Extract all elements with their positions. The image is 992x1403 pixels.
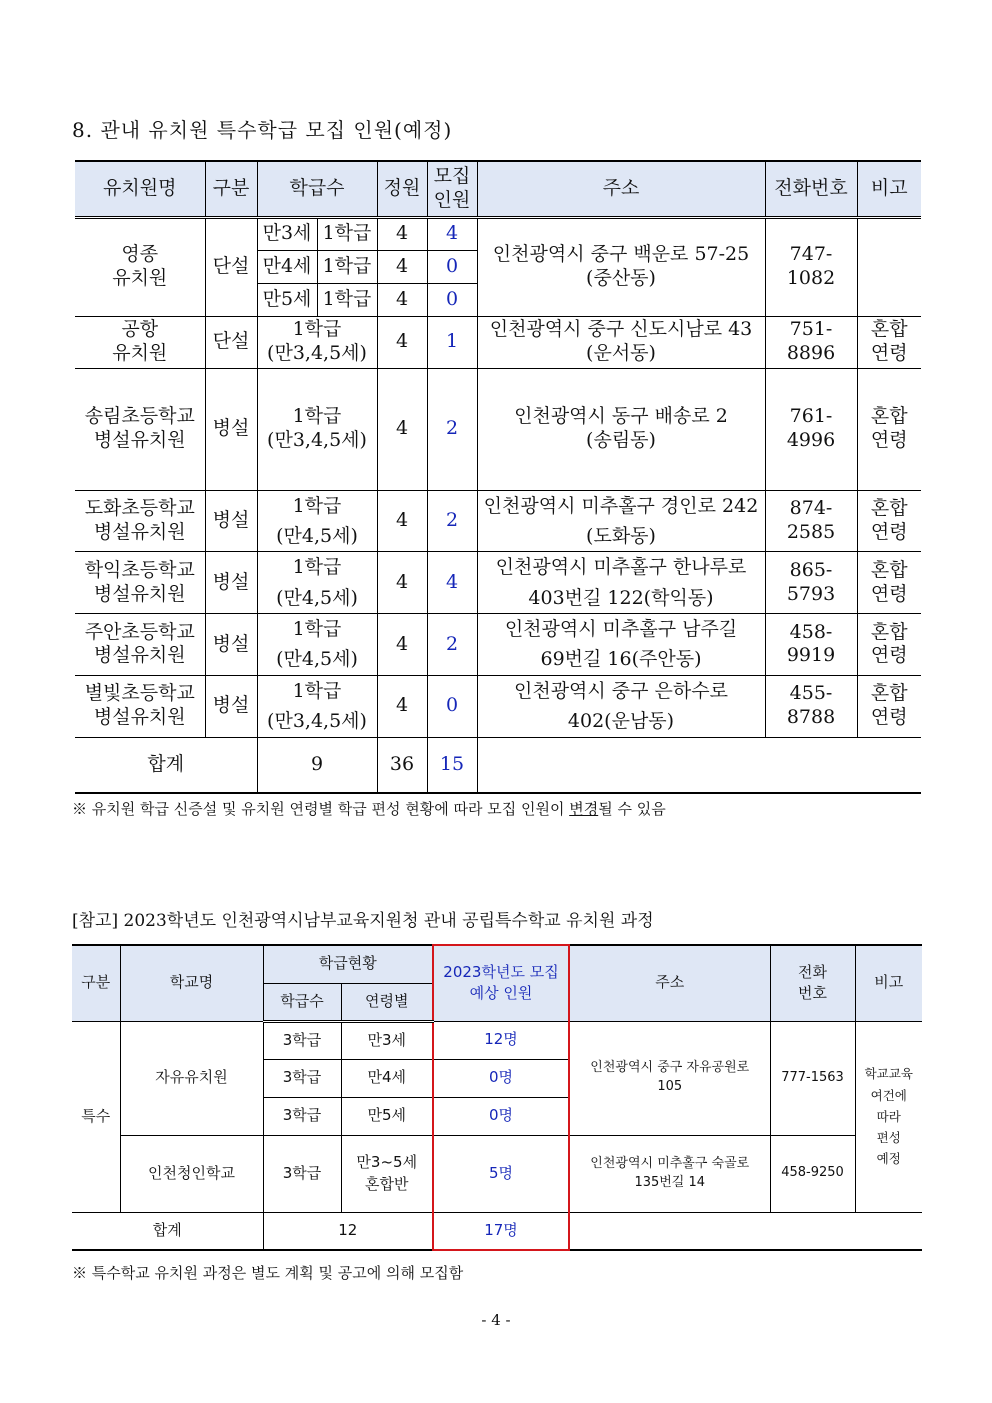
cell-recruit: 5명: [433, 1135, 569, 1212]
total-row: [72, 1212, 922, 1250]
cell-phone: 865-5793: [765, 552, 857, 614]
cell-age: 만3~5세 혼합반: [341, 1135, 433, 1212]
table-header-row: [72, 945, 922, 983]
cell-age: 만5세: [341, 1097, 433, 1135]
cell-age: 만4세: [257, 250, 317, 283]
cell-recruit: 4: [427, 217, 477, 250]
cell-classes: 3학급: [263, 1097, 341, 1135]
cell-note: [857, 217, 921, 316]
cell-recruit: 12명: [433, 1021, 569, 1059]
reference-title: [참고] 2023학년도 인천광역시남부교육지원청 관내 공립특수학교 유치원 과정: [72, 911, 654, 931]
header-status: 학급현황: [263, 945, 433, 983]
cell-type: 병설: [205, 490, 257, 552]
cell-phone: 761-4996: [765, 368, 857, 490]
cell-school: 자유유치원: [120, 1021, 263, 1135]
cell-capacity: 4: [377, 552, 427, 614]
table-row: [75, 552, 921, 614]
cell-capacity: 4: [377, 250, 427, 283]
cell-recruit: 2: [427, 368, 477, 490]
cell-address: 인천광역시 미추홀구 남주길 69번길 16(주안동): [477, 614, 765, 676]
cell-recruit: 0: [427, 283, 477, 316]
cell-recruit: 2: [427, 490, 477, 552]
cell-age: 만4세: [341, 1059, 433, 1097]
total-empty: [569, 1212, 922, 1250]
total-label: 합계: [72, 1212, 263, 1250]
cell-type: 병설: [205, 614, 257, 676]
table-header-row: [75, 161, 921, 217]
cell-age: 만5세: [257, 283, 317, 316]
table-row: [75, 614, 921, 676]
cell-type: 병설: [205, 552, 257, 614]
cell-type: 단설: [205, 316, 257, 368]
table-row: [75, 316, 921, 368]
cell-recruit: 2: [427, 614, 477, 676]
cell-recruit: 4: [427, 552, 477, 614]
total-recruit: 15: [427, 737, 477, 793]
cell-classes: 3학급: [263, 1021, 341, 1059]
cell-classes: 1학급: [317, 217, 377, 250]
cell-phone: 777-1563: [770, 1021, 855, 1135]
total-capacity: 36: [377, 737, 427, 793]
cell-classes: 1학급 (만4,5세): [257, 490, 377, 552]
total-classes: 12: [263, 1212, 433, 1250]
header-recruit: 2023학년도 모집 예상 인원: [433, 945, 569, 1021]
cell-recruit: 0: [427, 250, 477, 283]
cell-note: 학교교육 여건에 따라 편성 예정: [855, 1021, 922, 1212]
cell-address: 인천광역시 중구 은하수로 402(운남동): [477, 675, 765, 737]
cell-name: 공항 유치원: [75, 316, 205, 368]
cell-type: 특수: [72, 1021, 120, 1212]
cell-name: 도화초등학교 병설유치원: [75, 490, 205, 552]
kindergarten-recruitment-table: [75, 160, 921, 794]
cell-classes: 1학급 (만4,5세): [257, 614, 377, 676]
header-classes: 학급수: [263, 983, 341, 1021]
header-phone: 전화번호: [765, 161, 857, 217]
cell-address: 인천광역시 동구 배송로 2 (송림동): [477, 368, 765, 490]
total-row: [75, 737, 921, 793]
header-type: 구분: [205, 161, 257, 217]
cell-phone: 458-9250: [770, 1135, 855, 1212]
cell-note: 혼합 연령: [857, 552, 921, 614]
cell-address: 인천광역시 중구 자유공원로 105: [569, 1021, 770, 1135]
table-row: [75, 490, 921, 552]
cell-classes: 1학급 (만3,4,5세): [257, 675, 377, 737]
special-school-table: [72, 944, 922, 1251]
cell-phone: 455-8788: [765, 675, 857, 737]
cell-recruit: 0: [427, 675, 477, 737]
cell-capacity: 4: [377, 368, 427, 490]
cell-name: 별빛초등학교 병설유치원: [75, 675, 205, 737]
footnote-recruitment-change: ※ 유치원 학급 신증설 및 유치원 연령별 학급 편성 현황에 따라 모집 인원이 변경될 수 있음: [72, 800, 666, 818]
cell-note: 혼합 연령: [857, 675, 921, 737]
cell-address: 인천광역시 중구 백운로 57-25 (중산동): [477, 217, 765, 316]
cell-name: 학익초등학교 병설유치원: [75, 552, 205, 614]
cell-age: 만3세: [341, 1021, 433, 1059]
cell-capacity: 4: [377, 490, 427, 552]
cell-type: 병설: [205, 368, 257, 490]
cell-note: 혼합 연령: [857, 614, 921, 676]
header-address: 주소: [569, 945, 770, 1021]
table-row: [75, 368, 921, 490]
cell-capacity: 4: [377, 675, 427, 737]
cell-recruit: 1: [427, 316, 477, 368]
cell-age: 만3세: [257, 217, 317, 250]
cell-phone: 747-1082: [765, 217, 857, 316]
table-row: [75, 217, 921, 250]
cell-capacity: 4: [377, 614, 427, 676]
total-recruit: 17명: [433, 1212, 569, 1250]
cell-classes: 1학급 (만3,4,5세): [257, 316, 377, 368]
cell-name: 주안초등학교 병설유치원: [75, 614, 205, 676]
header-school: 학교명: [120, 945, 263, 1021]
cell-capacity: 4: [377, 316, 427, 368]
header-classes: 학급수: [257, 161, 377, 217]
header-age: 연령별: [341, 983, 433, 1021]
header-phone: 전화 번호: [770, 945, 855, 1021]
page-number: - 4 -: [481, 1311, 511, 1329]
cell-type: 단설: [205, 217, 257, 316]
header-note: 비고: [857, 161, 921, 217]
cell-address: 인천광역시 미추홀구 숙골로 135번길 14: [569, 1135, 770, 1212]
cell-name: 송림초등학교 병설유치원: [75, 368, 205, 490]
table-row: [72, 1135, 922, 1212]
header-name: 유치원명: [75, 161, 205, 217]
cell-recruit: 0명: [433, 1059, 569, 1097]
cell-phone: 874-2585: [765, 490, 857, 552]
cell-classes: 1학급 (만3,4,5세): [257, 368, 377, 490]
cell-address: 인천광역시 미추홀구 경인로 242 (도화동): [477, 490, 765, 552]
cell-classes: 1학급: [317, 283, 377, 316]
cell-phone: 458-9919: [765, 614, 857, 676]
header-type: 구분: [72, 945, 120, 1021]
header-recruit: 모집 인원: [427, 161, 477, 217]
cell-name: 영종 유치원: [75, 217, 205, 316]
cell-classes: 3학급: [263, 1059, 341, 1097]
cell-address: 인천광역시 중구 신도시남로 43 (운서동): [477, 316, 765, 368]
header-note: 비고: [855, 945, 922, 1021]
header-address: 주소: [477, 161, 765, 217]
table-row: [72, 1021, 922, 1059]
footnote-special-school: ※ 특수학교 유치원 과정은 별도 계획 및 공고에 의해 모집함: [72, 1264, 464, 1282]
total-classes: 9: [257, 737, 377, 793]
cell-classes: 1학급: [317, 250, 377, 283]
cell-address: 인천광역시 미추홀구 한나루로 403번길 122(학익동): [477, 552, 765, 614]
cell-note: 혼합 연령: [857, 368, 921, 490]
cell-recruit: 0명: [433, 1097, 569, 1135]
cell-capacity: 4: [377, 217, 427, 250]
cell-phone: 751-8896: [765, 316, 857, 368]
cell-school: 인천청인학교: [120, 1135, 263, 1212]
cell-type: 병설: [205, 675, 257, 737]
cell-note: 혼합 연령: [857, 316, 921, 368]
total-empty: [477, 737, 921, 793]
cell-classes: 3학급: [263, 1135, 341, 1212]
header-capacity: 정원: [377, 161, 427, 217]
cell-classes: 1학급 (만4,5세): [257, 552, 377, 614]
total-label: 합계: [75, 737, 257, 793]
table-row: [75, 675, 921, 737]
cell-capacity: 4: [377, 283, 427, 316]
section-title: 8. 관내 유치원 특수학급 모집 인원(예정): [72, 118, 453, 142]
cell-note: 혼합 연령: [857, 490, 921, 552]
